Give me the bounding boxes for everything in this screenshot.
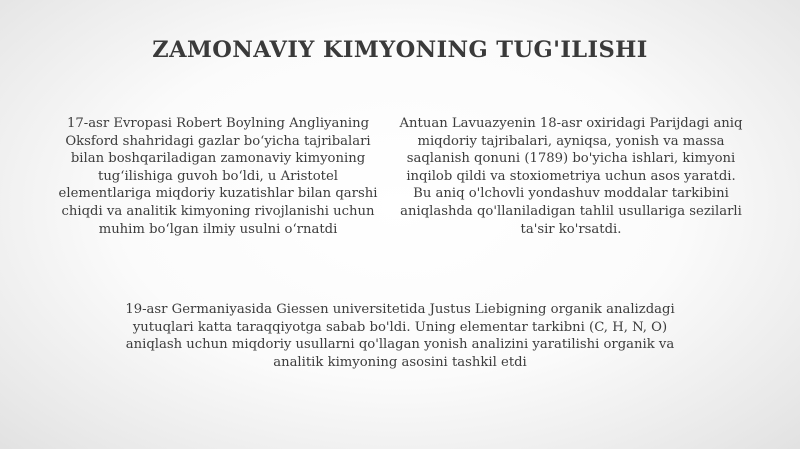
bottom-paragraph: 19-asr Germaniyasida Giessen universitetida Justus Liebigning organik analizdagi yutuqlari katta taraqqiyotga sabab bo'ldi. Uning elementar tarkibni (C, H, N, O) aniqlash uchun miqdoriy usullarni qo'llagan yonish analizini yaratilishi organik va analitik kimyoning asosini tashkil etdi (125, 302, 675, 370)
right-paragraph: Antuan Lavuazyenin 18-asr oxiridagi Parijdagi aniq miqdoriy tajribalari, ayniqsa, yonish va massa saqlanish qonuni (1789) bo'yicha ishlari, kimyoni inqilob qildi va stoxiometriya uchun asos yaratdi. Bu aniq o'lchovli yondashuv moddalar tarkibini aniqlashda qo'llaniladigan tahlil usullariga sezilarli ta'sir ko'rsatdi. (399, 116, 743, 237)
left-paragraph: 17-asr Evropasi Robert Boylning Angliyaning Oksford shahridagi gazlar bo‘yicha tajribalari bilan boshqariladigan zamonaviy kimyoning tug‘ilishiga guvoh bo‘ldi, u Aristotel elementlariga miqdoriy kuzatishlar bilan qarshi chiqdi va analitik kimyoning rivojlanishi uchun muhim bo‘lgan ilmiy usulni o‘rnatdi (58, 116, 378, 237)
slide-title: ZAMONAVIY KIMYONING TUG'ILISHI (152, 37, 648, 63)
